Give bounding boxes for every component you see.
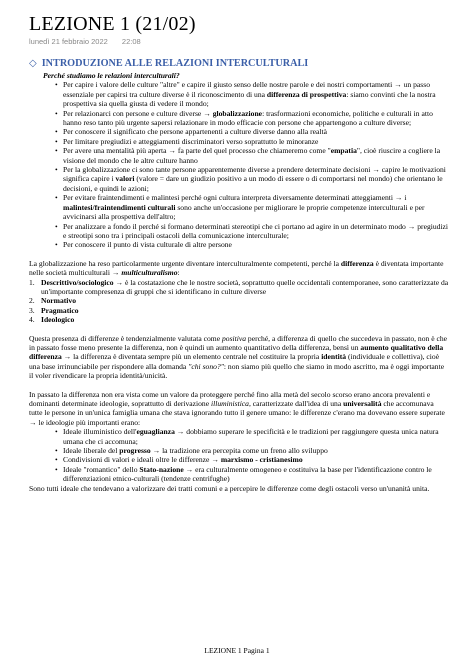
- page-content: [29, 58, 449, 493]
- ideal-item: • Ideale illuministico dell'eguaglianza → dobbiamo superare le specificità e le tradizioni per raggiungere questa unica natura umana che ci accomuna;: [63, 427, 449, 446]
- reason-item: • Per la globalizzazione ci sono tante persone apparentemente diverse a prendere determinate decisioni → capire le motivazioni significa capire i valori (valore = dare un giudizio positivo a un modo di essere o di comportarsi nel mondo) che orientano le decisioni, e quindi le azioni;: [63, 165, 449, 193]
- reason-item: • Per conoscere il significato che persone appartenenti a culture diverse danno alla realtà: [63, 127, 449, 136]
- reason-item: • Per avere una mentalità più aperta → fa parte del quel processo che chiameremo come "empatia", cioè riuscire a cogliere la visione del mondo che le altre culture hanno: [63, 146, 449, 165]
- reason-item: • Per limitare pregiudizi e atteggiamenti discriminatori verso soprattutto le minoranze: [63, 137, 449, 146]
- reason-item: • Per conoscere il punto di vista culturale di altre persone: [63, 240, 449, 249]
- level-item: 3. Pragmatico: [29, 305, 79, 315]
- page-title: LEZIONE 1 (21/02): [29, 13, 196, 35]
- ideal-item: • Ideale "romantico" dello Stato-nazione → era culturalmente omogeneo e costituiva la base per l'identificazione contro le differenziazioni etnico-culturali (tendenze centrifughe): [63, 465, 449, 484]
- level-item: 2. Normativo: [29, 296, 77, 306]
- paragraph-past: In passato la differenza non era vista come un valore da proteggere perché fino alla metà del secolo scorso erano ancora prevalenti e dominanti determinate ideologie, soprattutto di derivazione illuministica, caratterizzate dall'idea di una universalità che accomunava tutte le persone in un'unica famiglia umana che stava ignorando tutto il genere umano: le differenze c'erano ma dovevano essere superate → le ideologie più importanti erano:: [29, 389, 445, 427]
- page-time: 22:08: [121, 37, 141, 46]
- ideals-list: [29, 427, 449, 483]
- levels-list: [29, 278, 449, 325]
- level-item: 4. Ideologico: [29, 315, 75, 325]
- reason-item: • Per evitare fraintendimenti e malintesi perché ogni cultura interpreta diversamente determinati atteggiamenti → i malintesi/fraintendimenti culturali sono anche un'occasione per migliorare le proprie competenze interculturali e per avvicinarsi alla prospettiva dell'altro;: [63, 193, 449, 221]
- section-question: Perché studiamo le relazioni interculturali?: [43, 71, 180, 80]
- paragraph-difference: Questa presenza di differenze è tendenzialmente valutata come positiva perché, a differenza di quello che succedeva in passato, non è che in passato fosse meno presente la differenza, non è quindi un aumento quantitativo della differenza, bensì un aumento qualitativo della differenza → la differenza è diventata sempre più un elemento centrale nel costituire la propria identità (individuale e collettiva), cioè una base irrinunciabile per rispondere alla domanda "chi sono?": non siamo più quello che siamo in modo ascritto, ma è oggi importante il voler rivendicare la propria identità/unicità.: [29, 333, 448, 381]
- page-footer: LEZIONE 1 Pagina 1: [204, 646, 270, 655]
- page-meta: [29, 37, 153, 46]
- paragraph-conclusion: Sono tutti ideale che tendevano a valorizzare dei tratti comuni e a percepire le differenze come degli ostacoli verso un'unanità unita.: [29, 483, 430, 493]
- paragraph-globalization: La globalizzazione ha reso particolarmente urgente diventare interculturalmente competenti, perché la differenza è diventata importante nelle società multiculturali → multiculturalismo:: [29, 258, 444, 278]
- reasons-list: [29, 80, 449, 249]
- section-heading: [29, 58, 449, 70]
- diamond-icon: ◇: [29, 58, 37, 69]
- section-heading-text: INTRODUZIONE ALLE RELAZIONI INTERCULTURALI: [41, 58, 309, 69]
- page-date: lunedì 21 febbraio 2022: [29, 37, 108, 46]
- reason-item: • Per capire i valore delle culture "altre" e capire il giusto senso delle nostre parole e dei nostri comportamenti → un passo essenziale per capirsi tra culture diverse è il riconoscimento di una differenza di prospettiva: siamo convinti che la nostra prospettiva sia quella giusta di vedere il mondo;: [63, 80, 449, 108]
- reason-item: • Per analizzare a fondo il perché si formano determinati stereotipi che ci portano ad agire in un determinato modo → pregiudizi e streotipi sono tra i principali ostacoli della comunicazione interculturale;: [63, 222, 449, 241]
- reason-item: • Per relazionarci con persone e culture diverse → globalizzazione: trasformazioni economiche, politiche e culturali in atto hanno reso tanto più urgente sapersi relazionare in modo efficacie con persone che appartengono a culture diverse;: [63, 109, 449, 128]
- ideal-item: • Ideale liberale del progresso → la tradizione era percepita come un freno allo sviluppo: [63, 446, 449, 455]
- level-item: 1. Descrittivo/sociologico → è la costatazione che le nostre società, soprattutto quelle occidentali contemporanee, sono caratterizzate da un'importante compresenza di gruppi che si identificano in culture diverse: [29, 277, 449, 296]
- ideal-item: • Condivisioni di valori e ideali oltre le differenze → marxismo - cristianesimo: [63, 455, 449, 464]
